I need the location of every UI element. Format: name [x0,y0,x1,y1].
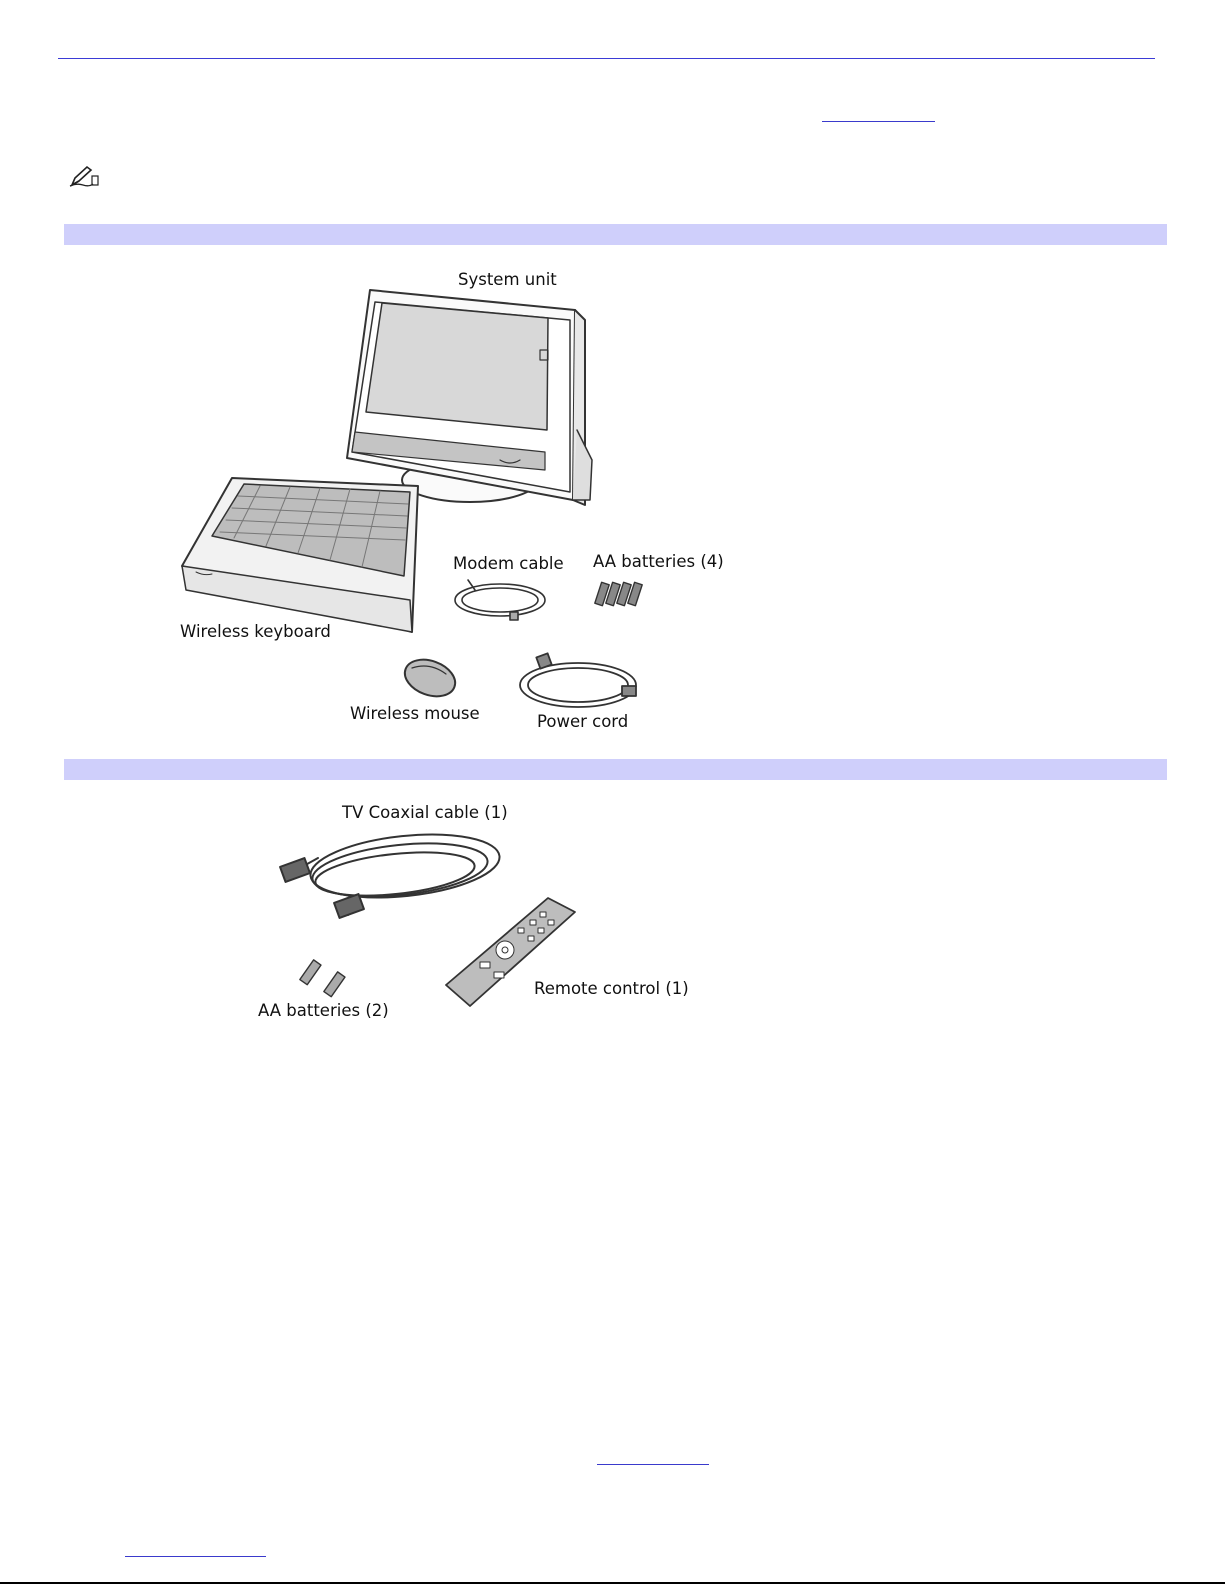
label-wireless-keyboard: Wireless keyboard [180,622,331,641]
system-unit-illustration [347,290,592,505]
wireless-keyboard-illustration [182,478,418,632]
label-modem-cable: Modem cable [453,554,564,573]
label-system-unit: System unit [458,270,557,289]
label-aa-batteries-4: AA batteries (4) [593,552,724,571]
label-aa-batteries-2: AA batteries (2) [258,1001,389,1020]
modem-cable-illustration [455,580,545,620]
aa-batteries-2-illustration [300,960,345,997]
label-remote-control: Remote control (1) [534,979,689,998]
label-wireless-mouse: Wireless mouse [350,704,480,723]
power-cord-illustration [520,653,636,707]
label-tv-coaxial-cable: TV Coaxial cable (1) [342,803,508,822]
tv-coaxial-cable-illustration [280,826,503,918]
label-power-cord: Power cord [537,712,629,731]
aa-batteries-4-illustration [595,582,642,605]
wireless-mouse-illustration [400,653,460,703]
